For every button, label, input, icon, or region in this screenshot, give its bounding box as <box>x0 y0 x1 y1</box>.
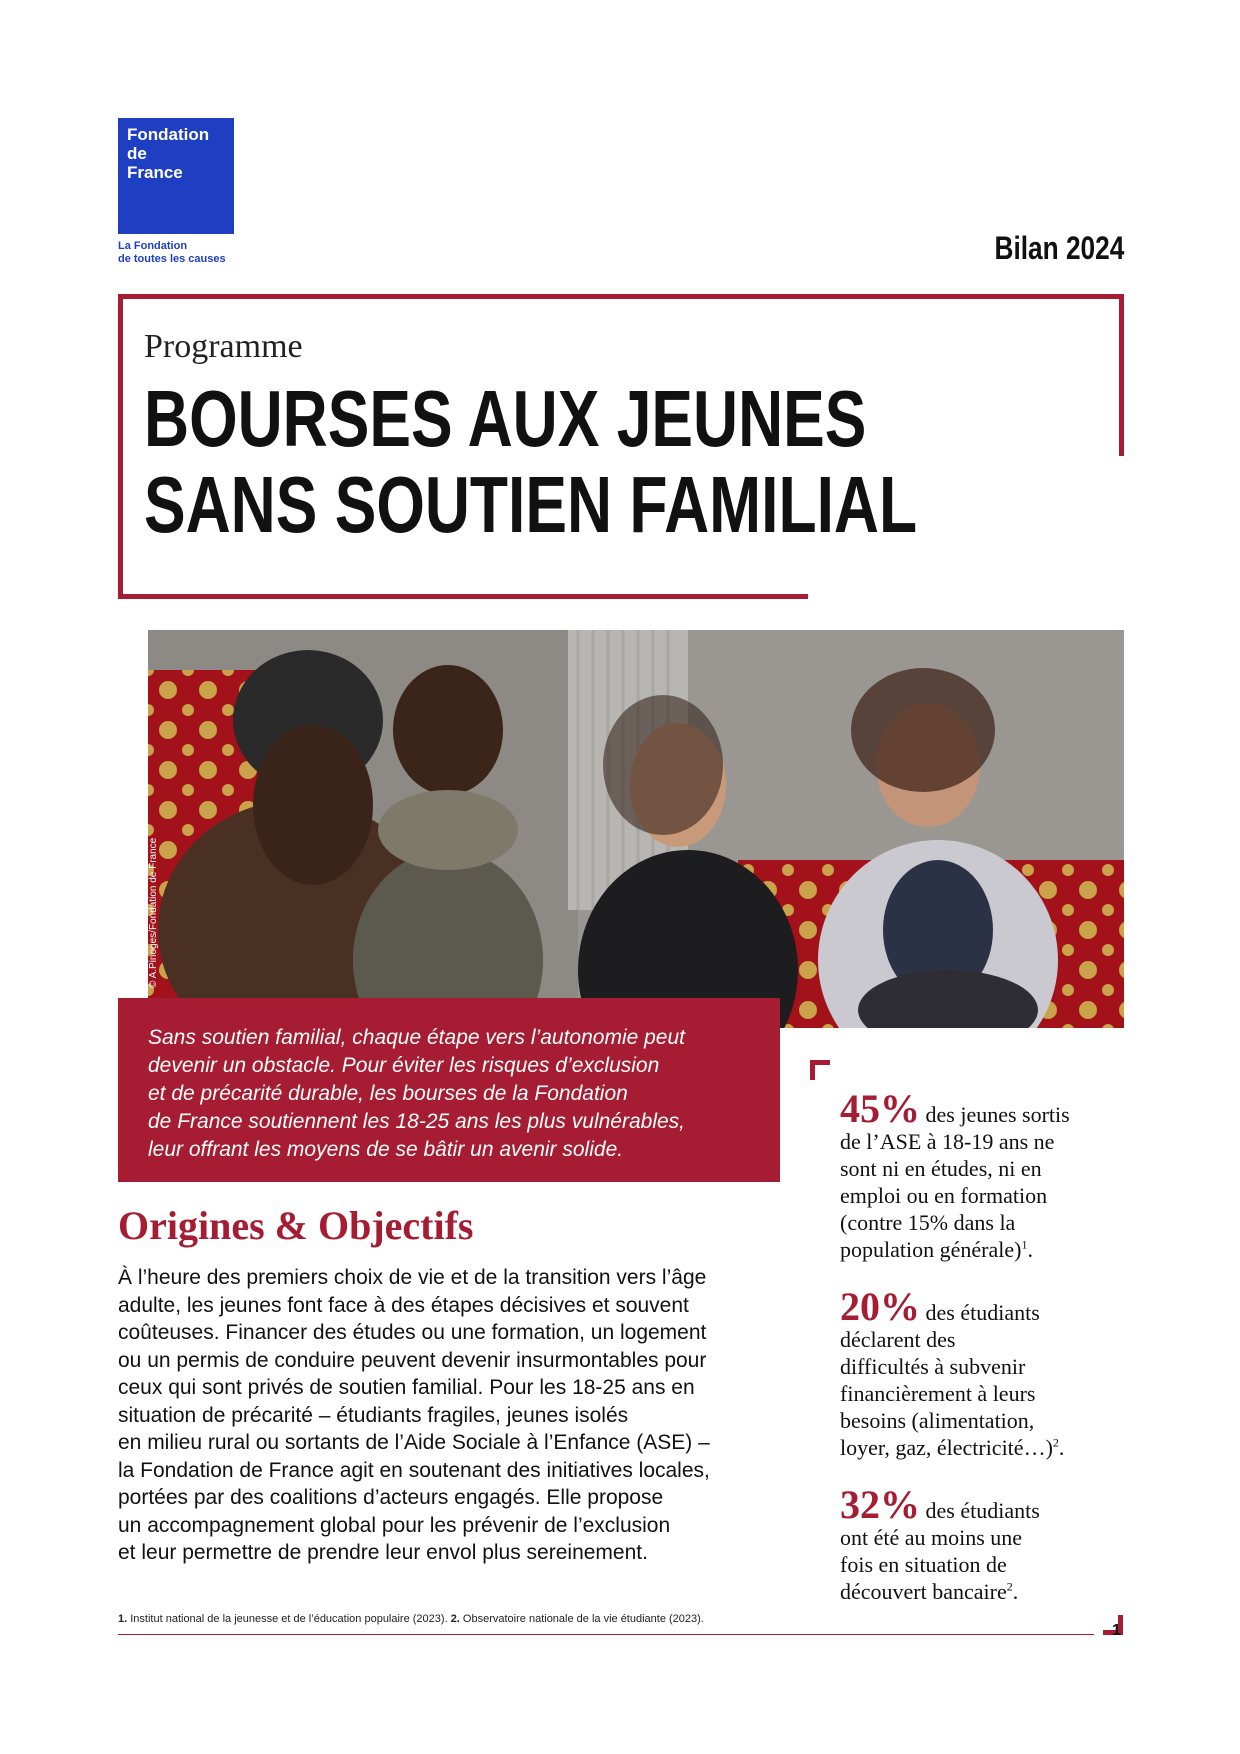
frame-line-right <box>1119 294 1124 456</box>
intro-line: de France soutiennent les 18-25 ans les plus vulnérables, <box>148 1110 685 1133</box>
stat-line: population générale) <box>840 1237 1022 1262</box>
title-kicker: Programme <box>144 328 303 365</box>
intro-line: leur offrant les moyens de se bâtir un avenir solide. <box>148 1138 624 1161</box>
footnote-ref: 2 <box>1052 1435 1059 1450</box>
body-line: ceux qui sont privés de soutien familial. Pour les 18-25 ans en <box>118 1376 695 1399</box>
stat-text: des étudiants <box>920 1498 1040 1523</box>
stat-line: emploi ou en formation <box>840 1183 1048 1208</box>
stat-line: découvert bancaire <box>840 1579 1007 1604</box>
body-line: et leur permettre de prendre leur envol plus sereinement. <box>118 1541 648 1564</box>
stat-block <box>840 1086 1130 1263</box>
footnote-number: 2. <box>450 1613 460 1625</box>
body-line: la Fondation de France agit en soutenant des initiatives locales, <box>118 1458 710 1482</box>
hero-photo-illustration <box>148 630 1124 1028</box>
stat-line: déclarent des <box>840 1327 956 1352</box>
page-title-line: SANS SOUTIEN FAMILIAL <box>144 460 918 549</box>
logo-tagline-line: La Fondation <box>118 240 188 252</box>
stat-line: difficultés à subvenir <box>840 1354 1026 1379</box>
stat-line: fois en situation de <box>840 1552 1007 1577</box>
body-line: situation de précarité – étudiants fragiles, jeunes isolés <box>118 1403 629 1427</box>
report-label: Bilan 2024 <box>994 230 1124 266</box>
stat-punct: . <box>1058 1435 1065 1460</box>
stat-punct: . <box>1027 1237 1033 1262</box>
body-line: portées par des coalitions d’acteurs engagés. Elle propose <box>118 1486 664 1509</box>
page-title-line: BOURSES AUX JEUNES <box>144 374 867 463</box>
intro-box <box>118 998 780 1182</box>
stat-block <box>840 1284 1130 1461</box>
footnote-ref: 1 <box>1021 1237 1028 1252</box>
stat-value: 45% <box>840 1086 920 1131</box>
stat-line: (contre 15% dans la <box>840 1210 1016 1235</box>
logo-tagline <box>118 240 226 266</box>
stat-text: des jeunes sortis <box>920 1102 1070 1127</box>
page-title <box>144 376 917 548</box>
stat-value: 20% <box>840 1284 920 1329</box>
section-body <box>118 1264 798 1567</box>
logo <box>118 118 234 234</box>
logo-line: Fondation <box>127 125 210 144</box>
body-line: un accompagnement global pour les prévenir de l’exclusion <box>118 1513 671 1537</box>
stat-line: de l’ASE à 18-19 ans ne <box>840 1129 1055 1154</box>
stat-line: sont ni en études, ni en <box>840 1156 1042 1181</box>
footnotes <box>118 1613 704 1625</box>
logo-line: France <box>127 163 183 182</box>
frame-line-left <box>118 294 123 599</box>
logo-tagline-line: de toutes les causes <box>118 253 226 265</box>
body-line: adulte, les jeunes font face à des étapes décisives et souvent <box>118 1293 689 1317</box>
stat-line: financièrement à leurs <box>840 1381 1036 1406</box>
stat-text: des étudiants <box>920 1300 1040 1325</box>
stat-value: 32% <box>840 1482 920 1527</box>
intro-line: devenir un obstacle. Pour éviter les risques d’exclusion <box>148 1054 660 1077</box>
corner-mark <box>810 1060 815 1080</box>
body-line: ou un permis de conduire peuvent devenir insurmontables pour <box>118 1348 707 1372</box>
hero-photo <box>148 630 1124 1028</box>
body-line: coûteuses. Financer des études ou une formation, un logement <box>118 1321 707 1344</box>
body-line: en milieu rural ou sortants de l’Aide Sociale à l’Enfance (ASE) – <box>118 1431 710 1454</box>
stat-line: besoins (alimentation, <box>840 1408 1035 1433</box>
intro-line: et de précarité durable, les bourses de la Fondation <box>148 1082 628 1105</box>
stat-block <box>840 1482 1130 1605</box>
frame-line-bottom <box>118 594 808 599</box>
logo-line: de <box>127 144 147 163</box>
footer-rule <box>118 1634 1094 1635</box>
footnote-ref: 2 <box>1006 1579 1013 1594</box>
stat-line: loyer, gaz, électricité…) <box>840 1435 1053 1460</box>
body-line: À l’heure des premiers choix de vie et de la transition vers l’âge <box>118 1266 707 1289</box>
footnote-number: 1. <box>118 1613 128 1625</box>
intro-line: Sans soutien familial, chaque étape vers l’autonomie peut <box>148 1026 685 1049</box>
page-number: 1 <box>1112 1622 1121 1639</box>
frame-line-top <box>118 294 1124 299</box>
footnote-text: Observatoire nationale de la vie étudiante (2023). <box>459 1613 704 1625</box>
stat-line: ont été au moins une <box>840 1525 1023 1550</box>
stat-punct: . <box>1012 1579 1019 1604</box>
section-heading: Origines & Objectifs <box>118 1203 474 1248</box>
photo-credit: © A.Pinoges/Fondation de France <box>148 837 159 988</box>
footnote-text: Institut national de la jeunesse et de l’éducation populaire (2023). <box>127 1613 451 1625</box>
